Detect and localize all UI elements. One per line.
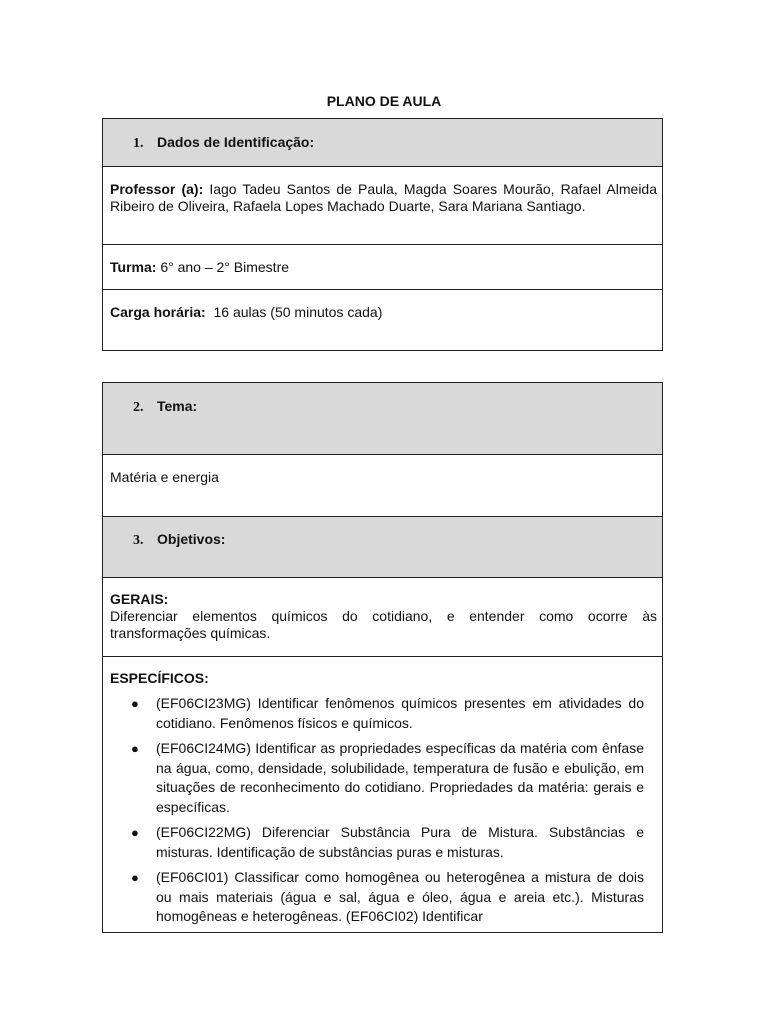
list-item-text: (EF06CI01) Classificar como homogênea ou heterogênea a mistura de dois ou mais materiais (água e sal, água e óleo, água e areia etc.). Misturas homogêneas e heterogêneas. (EF06CI02) Identificar — [156, 869, 644, 924]
section-heading-text: Objetivos: — [157, 531, 226, 547]
professor-value: Iago Tadeu Santos de Paula, Magda Soares Mourão, Rafael Almeida Ribeiro de Oliveira, Rafaela Lopes Machado Duarte, Sara Mariana Santiago. — [110, 181, 657, 214]
turma-label: Turma: — [110, 259, 157, 275]
professor-row — [103, 167, 662, 245]
bullet-icon: ● — [131, 825, 139, 840]
list-item — [131, 694, 644, 733]
tema-heading — [133, 398, 197, 416]
list-item — [131, 739, 644, 817]
carga-cell — [110, 304, 657, 321]
bullet-icon: ● — [131, 870, 139, 885]
objetivos-heading — [133, 531, 225, 549]
bullet-icon: ● — [131, 741, 139, 756]
carga-row — [103, 290, 662, 350]
bullet-icon: ● — [131, 696, 139, 711]
carga-label: Carga horária: — [110, 304, 206, 320]
gerais-value: Diferenciar elementos químicos do cotidiano, e entender como ocorre às transformações químicas. — [110, 608, 657, 641]
professor-cell — [110, 181, 657, 215]
turma-value: 6° ano – 2° Bimestre — [160, 259, 290, 275]
section-number: 1. — [133, 136, 144, 151]
list-item — [131, 823, 644, 862]
turma-cell — [110, 259, 657, 276]
list-item-text: (EF06CI24MG) Identificar as propriedades específicas da matéria com ênfase na água, como, densidade, solubilidade, temperatura de fusão e ebulição, em situações de reconhecimento do cotidiano. Propriedades da matéria: gerais e específicas. — [156, 740, 644, 815]
identification-header-row — [103, 119, 662, 167]
gerais-row — [103, 578, 662, 657]
tema-header-row — [103, 383, 662, 455]
tema-objetivos-table — [102, 382, 663, 933]
gerais-label: GERAIS: — [110, 591, 169, 607]
identification-heading — [133, 134, 314, 152]
gerais-cell — [110, 591, 657, 642]
professor-label: Professor (a): — [110, 181, 204, 197]
tema-value-row — [103, 455, 662, 517]
tema-value: Matéria e energia — [110, 469, 219, 485]
document-title: PLANO DE AULA — [326, 93, 442, 109]
section-number: 2. — [133, 400, 144, 415]
especificos-label: ESPECÍFICOS: — [110, 670, 209, 686]
list-item-text: (EF06CI23MG) Identificar fenômenos químicos presentes em atividades do cotidiano. Fenômenos físicos e químicos. — [156, 695, 644, 731]
section-heading-text: Tema: — [157, 398, 198, 414]
identification-table — [102, 118, 663, 351]
list-item — [131, 868, 644, 927]
turma-row — [103, 245, 662, 290]
carga-value: 16 aulas (50 minutos cada) — [213, 304, 383, 320]
especificos-row — [103, 657, 662, 932]
section-heading-text: Dados de Identificação: — [157, 134, 315, 150]
objetivos-header-row — [103, 517, 662, 578]
especificos-list — [131, 694, 644, 932]
section-number: 3. — [133, 533, 144, 548]
list-item-text: (EF06CI22MG) Diferenciar Substância Pura de Mistura. Substâncias e misturas. Identificação de substâncias puras e misturas. — [156, 824, 644, 860]
